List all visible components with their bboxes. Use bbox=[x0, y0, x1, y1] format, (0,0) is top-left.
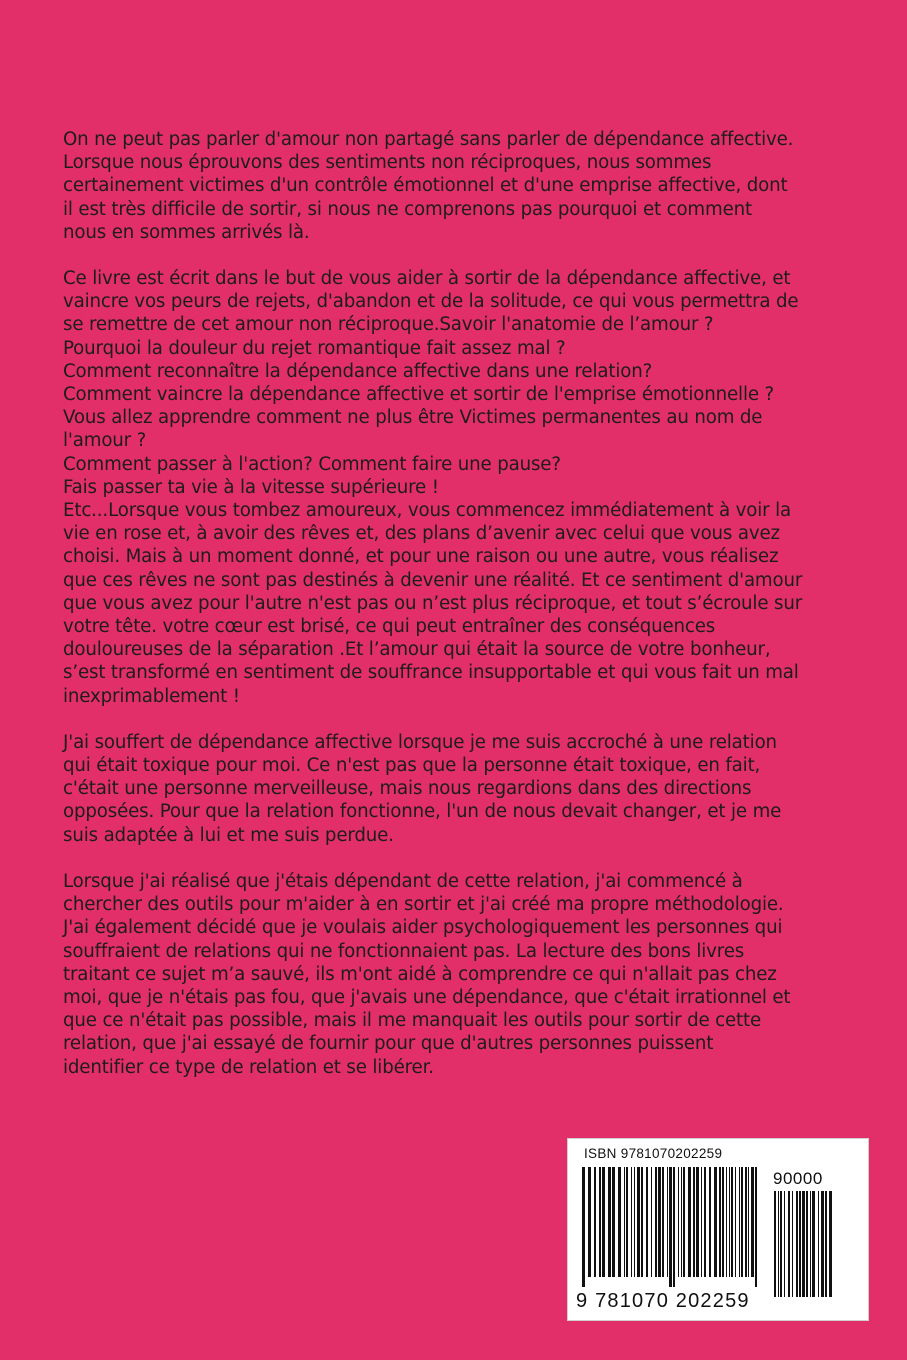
barcode-bar bbox=[662, 1167, 664, 1277]
barcode-bar bbox=[739, 1167, 740, 1277]
barcode-bar bbox=[631, 1167, 632, 1277]
barcode-bar bbox=[722, 1167, 724, 1277]
barcode-bar bbox=[673, 1167, 675, 1287]
text-line: Comment vaincre la dépendance affective et sortir de l'emprise émotionnelle ? bbox=[63, 384, 775, 406]
text-line: c'était une personne merveilleuse, mais nous regardions dans des directions bbox=[63, 778, 752, 800]
barcode-bar bbox=[588, 1167, 591, 1277]
barcode-bar bbox=[745, 1167, 747, 1277]
text-line: Pourquoi la douleur du rejet romantique fait assez mal ? bbox=[63, 337, 566, 359]
text-line: Etc...Lorsque vous tombez amoureux, vous commencez immédiatement à voir la bbox=[63, 500, 792, 522]
barcode-bar bbox=[802, 1191, 805, 1297]
text-line: Fais passer ta vie à la vitesse supérieure ! bbox=[63, 476, 439, 498]
barcode-bar bbox=[651, 1167, 652, 1277]
text-line: se remettre de cet amour non réciproque.Savoir l'anatomie de l’amour ? bbox=[63, 314, 714, 336]
barcode-bar bbox=[755, 1167, 757, 1287]
text-line: J'ai également décidé que je voulais aider psychologiquement les personnes qui bbox=[63, 917, 783, 939]
text-line: relation, que j'ai essayé de fournir pour que d'autres personnes puissent bbox=[63, 1033, 714, 1055]
text-line: votre tête. votre cœur est brisé, ce qui peut entraîner des conséquences bbox=[63, 616, 716, 638]
barcode-bar bbox=[796, 1191, 798, 1297]
text-line: Lorsque nous éprouvons des sentiments non réciproques, nous sommes bbox=[63, 152, 712, 174]
price-code: 90000 bbox=[773, 1169, 823, 1188]
barcode-bar bbox=[818, 1191, 819, 1297]
text-line: Vous allez apprendre comment ne plus être Victimes permanentes au nom de bbox=[63, 407, 763, 429]
barcode-bar bbox=[774, 1191, 776, 1297]
isbn-label: ISBN 9781070202259 bbox=[584, 1146, 723, 1161]
barcode-bar bbox=[719, 1167, 721, 1277]
text-line: inexprimablement ! bbox=[63, 685, 240, 707]
barcode-bar bbox=[751, 1167, 754, 1277]
barcode-bar bbox=[624, 1167, 625, 1277]
paragraph-gap bbox=[63, 847, 863, 870]
text-line: l'amour ? bbox=[63, 430, 147, 452]
text-line: nous en sommes arrivés là. bbox=[63, 221, 310, 243]
barcode-bar bbox=[693, 1167, 695, 1277]
text-line: douloureuses de la séparation .Et l’amour qui était la source de votre bonheur, bbox=[63, 639, 771, 661]
barcode-bar bbox=[594, 1167, 596, 1277]
barcode-bar bbox=[701, 1167, 702, 1277]
text-line: On ne peut pas parler d'amour non partagé sans parler de dépendance affective. bbox=[63, 129, 794, 150]
text-line: vie en rose et, à avoir des rêves et, des plans d’avenir avec celui que vous avez bbox=[63, 523, 780, 545]
barcode-bar bbox=[669, 1167, 672, 1287]
barcode-bar bbox=[784, 1191, 785, 1297]
isbn-barcode bbox=[567, 1138, 869, 1321]
text-line: Ce livre est écrit dans le but de vous aider à sortir de la dépendance affective, et bbox=[63, 268, 791, 290]
barcode-bar bbox=[612, 1167, 615, 1277]
barcode-bar bbox=[709, 1167, 711, 1277]
price-addon-bars bbox=[774, 1191, 832, 1297]
barcode-bar bbox=[655, 1167, 657, 1277]
paragraph bbox=[63, 128, 863, 244]
text-line: que ces rêves ne sont pas destinés à devenir une réalité. Et ce sentiment d'amour bbox=[63, 569, 803, 591]
barcode-bar bbox=[714, 1167, 717, 1277]
barcode-bar bbox=[735, 1167, 736, 1277]
text-line: Lorsque j'ai réalisé que j'étais dépendant de cette relation, j'ai commencé à bbox=[63, 870, 743, 892]
text-line: opposées. Pour que la relation fonctionne, l'un de nous devait changer, et je me bbox=[63, 801, 782, 823]
text-line: J'ai souffert de dépendance affective lorsque je me suis accroché à une relation bbox=[63, 731, 777, 753]
barcode-bar bbox=[799, 1191, 801, 1297]
barcode-bar bbox=[667, 1167, 668, 1277]
barcode-bar bbox=[726, 1167, 727, 1277]
barcode-bar bbox=[729, 1167, 730, 1277]
text-line: identifier ce type de relation et se libérer. bbox=[63, 1056, 434, 1078]
text-line: Comment reconnaître la dépendance affective dans une relation? bbox=[63, 360, 653, 382]
barcode-bar bbox=[641, 1167, 643, 1277]
barcode-bar bbox=[825, 1191, 827, 1297]
text-line: s’est transformé en sentiment de souffrance insupportable et qui vous fait un mal bbox=[63, 662, 799, 684]
paragraph bbox=[63, 267, 863, 708]
barcode-bar bbox=[778, 1191, 779, 1297]
text-line: choisi. Mais à un moment donné, et pour une raison ou une autre, vous réalisez bbox=[63, 546, 779, 568]
text-line: Comment passer à l'action? Comment faire une pause? bbox=[63, 453, 561, 475]
barcode-bar bbox=[637, 1167, 640, 1277]
barcode-bar bbox=[788, 1191, 790, 1297]
paragraph-gap bbox=[63, 708, 863, 731]
barcode-bar bbox=[634, 1167, 635, 1277]
text-line: vaincre vos peurs de rejets, d'abandon et de la solitude, ce qui vous permettra de bbox=[63, 291, 799, 313]
paragraph-gap bbox=[63, 244, 863, 267]
barcode-bar bbox=[780, 1191, 782, 1297]
back-cover-blurb bbox=[63, 128, 863, 1079]
text-line: que vous avez pour l'autre n'est pas ou n’est plus réciproque, et tout s’écroule sur bbox=[63, 592, 803, 614]
barcode-bar bbox=[731, 1167, 733, 1277]
text-line: souffraient de relations qui ne fonctionnaient pas. La lecture des bons livres bbox=[63, 940, 745, 962]
text-line: chercher des outils pour m'aider à en sortir et j'ai créé ma propre méthodologie. bbox=[63, 894, 784, 916]
barcode-bar bbox=[696, 1167, 699, 1277]
text-line: moi, que je n'étais pas fou, que j'avais une dépendance, que c'était irrationnel et bbox=[63, 986, 791, 1008]
barcode-bar bbox=[806, 1191, 808, 1297]
paragraph bbox=[63, 731, 863, 847]
paragraph bbox=[63, 870, 863, 1079]
barcode-bar bbox=[646, 1167, 648, 1277]
barcode-bar bbox=[810, 1191, 811, 1297]
barcode-bar bbox=[658, 1167, 661, 1277]
barcode-bar bbox=[618, 1167, 621, 1277]
barcode-bar bbox=[678, 1167, 679, 1277]
barcode-bar bbox=[792, 1191, 793, 1297]
barcode-bar bbox=[704, 1167, 706, 1277]
barcode-bar bbox=[829, 1191, 832, 1297]
text-line: il est très difficile de sortir, si nous ne comprenons pas pourquoi et comment bbox=[63, 198, 752, 220]
barcode-bar bbox=[741, 1167, 743, 1277]
barcode-bar bbox=[626, 1167, 628, 1277]
text-line: traitant ce sujet m’a sauvé, ils m'ont aidé à comprendre ce qui n'allait pas chez bbox=[63, 963, 777, 985]
text-line: suis adaptée à lui et me suis perdue. bbox=[63, 824, 394, 846]
barcode-bar bbox=[688, 1167, 691, 1277]
barcode-bar bbox=[602, 1167, 605, 1277]
ean13-bars bbox=[582, 1167, 760, 1287]
barcode-bar bbox=[683, 1167, 685, 1277]
text-line: certainement victimes d'un contrôle émotionnel et d'une emprise affective, dont bbox=[63, 175, 788, 197]
isbn-digits: 9 781070 202259 bbox=[576, 1290, 750, 1312]
barcode-bar bbox=[748, 1167, 749, 1277]
barcode-bar bbox=[599, 1167, 601, 1277]
barcode-bar bbox=[821, 1191, 824, 1297]
text-line: qui était toxique pour moi. Ce n'est pas que la personne était toxique, en fait, bbox=[63, 755, 761, 777]
barcode-bar bbox=[681, 1167, 682, 1277]
barcode-bar bbox=[582, 1167, 585, 1287]
barcode-bar bbox=[812, 1191, 815, 1297]
text-line: que ce n'était pas possible, mais il me manquait les outils pour sortir de cette bbox=[63, 1010, 762, 1032]
barcode-bar bbox=[608, 1167, 611, 1277]
